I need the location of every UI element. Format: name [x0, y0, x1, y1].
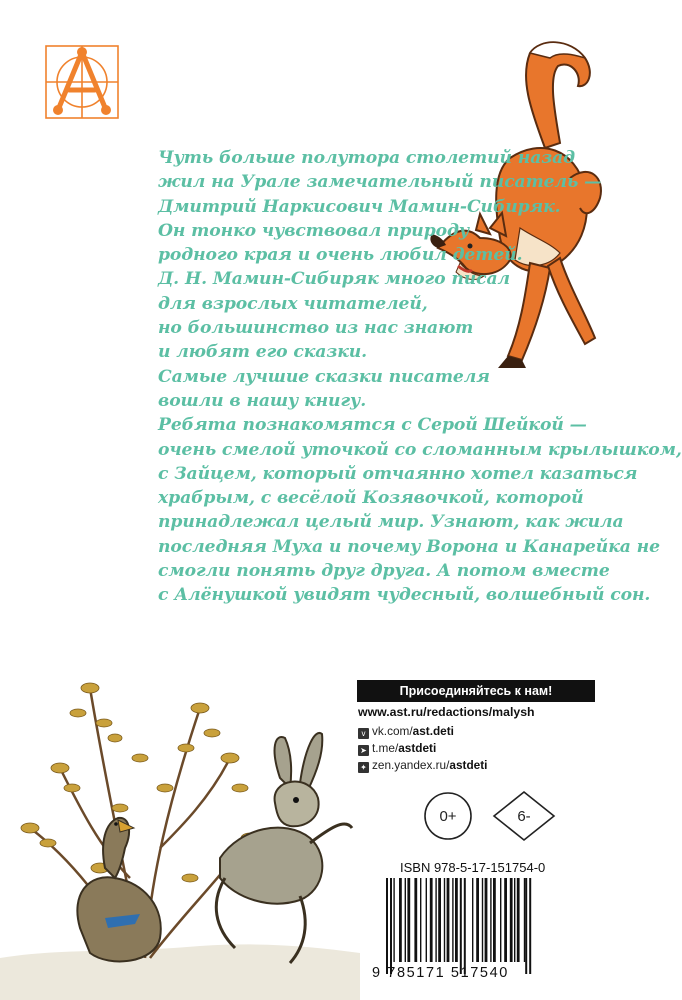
duck-and-hare-illustration	[0, 628, 360, 1000]
barcode-bar	[438, 878, 441, 962]
barcode-bar	[500, 878, 501, 962]
vk-handle: ast.deti	[412, 724, 454, 738]
website-link[interactable]	[358, 705, 598, 719]
barcode-bar	[447, 878, 450, 962]
age-rating-badge	[418, 790, 478, 842]
barcode-bar	[430, 878, 433, 962]
barcode-bar	[393, 878, 394, 962]
description-line: но большинство из нас знают	[158, 318, 474, 339]
barcode-bar	[485, 878, 488, 962]
barcode-bar	[490, 878, 491, 962]
description-line: Чуть больше полутора столетий назад	[158, 148, 576, 168]
description-line: очень смелой уточкой со сломанным крылышком,	[158, 439, 682, 460]
barcode-bar	[525, 878, 527, 974]
join-us-banner: Присоединяйтесь к нам!	[357, 680, 595, 702]
website-prefix: www.ast.ru/	[358, 705, 427, 719]
barcode-bar	[444, 878, 445, 962]
barcode-bar	[390, 878, 392, 974]
barcode-bar	[510, 878, 513, 962]
barcode-bar	[504, 878, 507, 962]
barcode-bar	[414, 878, 417, 962]
website-path: redactions/malysh	[426, 705, 535, 719]
description-line: Он тонко чувствовал природу	[158, 220, 470, 241]
description-line: принадлежал целый мир. Узнают, как жила	[158, 512, 624, 533]
barcode-bar	[435, 878, 436, 962]
description-line: храбрым, с весёлой Козявочкой, которой	[158, 488, 584, 509]
barcode-bar	[386, 878, 388, 974]
book-description	[158, 146, 682, 608]
description-line: родного края и очень любил детей.	[158, 245, 523, 266]
description-line: Д. Н. Мамин-Сибиряк много писал	[158, 269, 511, 290]
barcode-bar	[426, 878, 427, 962]
description-line: жил на Урале замечательный писатель —	[158, 172, 602, 193]
barcode-bar	[460, 878, 462, 974]
telegram-link[interactable]	[358, 741, 598, 757]
barcode-bar	[407, 878, 410, 962]
barcode-digits: 9 785171 517540	[372, 965, 509, 981]
barcode-bar	[529, 878, 531, 974]
barcode-bar	[517, 878, 520, 962]
description-line: для взрослых читателей,	[158, 293, 428, 314]
barcode-bar	[476, 878, 479, 962]
barcode-bar	[482, 878, 483, 962]
barcode-bar	[405, 878, 406, 962]
description-line: и любят его сказки.	[158, 342, 367, 363]
barcode-bar	[514, 878, 515, 962]
isbn-label: ISBN 978-5-17-151754-0	[400, 860, 546, 875]
barcode-bar	[399, 878, 402, 962]
telegram-handle: astdeti	[398, 741, 437, 755]
barcode-bar	[452, 878, 453, 962]
vk-prefix: vk.com/	[372, 724, 413, 738]
description-line: Дмитрий Наркисович Мамин-Сибиряк.	[158, 196, 561, 217]
barcode-bar	[464, 878, 466, 974]
barcode	[384, 878, 598, 978]
age-recommended-badge	[492, 790, 556, 842]
telegram-icon: ➤	[358, 745, 369, 756]
barcode-bar	[493, 878, 496, 962]
description-line: вошли в нашу книгу.	[158, 390, 367, 411]
vk-icon: v	[358, 728, 369, 739]
zen-prefix: zen.yandex.ru/	[372, 758, 450, 772]
telegram-prefix: t.me/	[372, 741, 399, 755]
description-line: Ребята познакомятся с Серой Шейкой —	[158, 415, 587, 436]
description-line: Самые лучшие сказки писателя	[158, 366, 490, 387]
vk-link[interactable]	[358, 724, 598, 740]
zen-icon: ✦	[358, 762, 369, 773]
publisher-logo-icon	[44, 44, 120, 120]
zen-link[interactable]	[358, 758, 598, 774]
description-line: смогли понять друг друга. А потом вместе	[158, 561, 610, 582]
age-rating-text: 0+	[439, 808, 457, 825]
age-recommended-text: 6-	[517, 808, 531, 825]
barcode-bar	[524, 878, 525, 962]
barcode-bar	[472, 878, 473, 962]
description-line: с Зайцем, который отчаянно хотел казаться	[158, 463, 638, 484]
barcode-bar	[420, 878, 421, 962]
description-line: последняя Муха и почему Ворона и Канарейка не	[158, 536, 660, 557]
barcode-bar	[455, 878, 458, 962]
zen-handle: astdeti	[449, 758, 488, 772]
description-line: с Алёнушкой увидят чудесный, волшебный сон.	[158, 585, 651, 606]
